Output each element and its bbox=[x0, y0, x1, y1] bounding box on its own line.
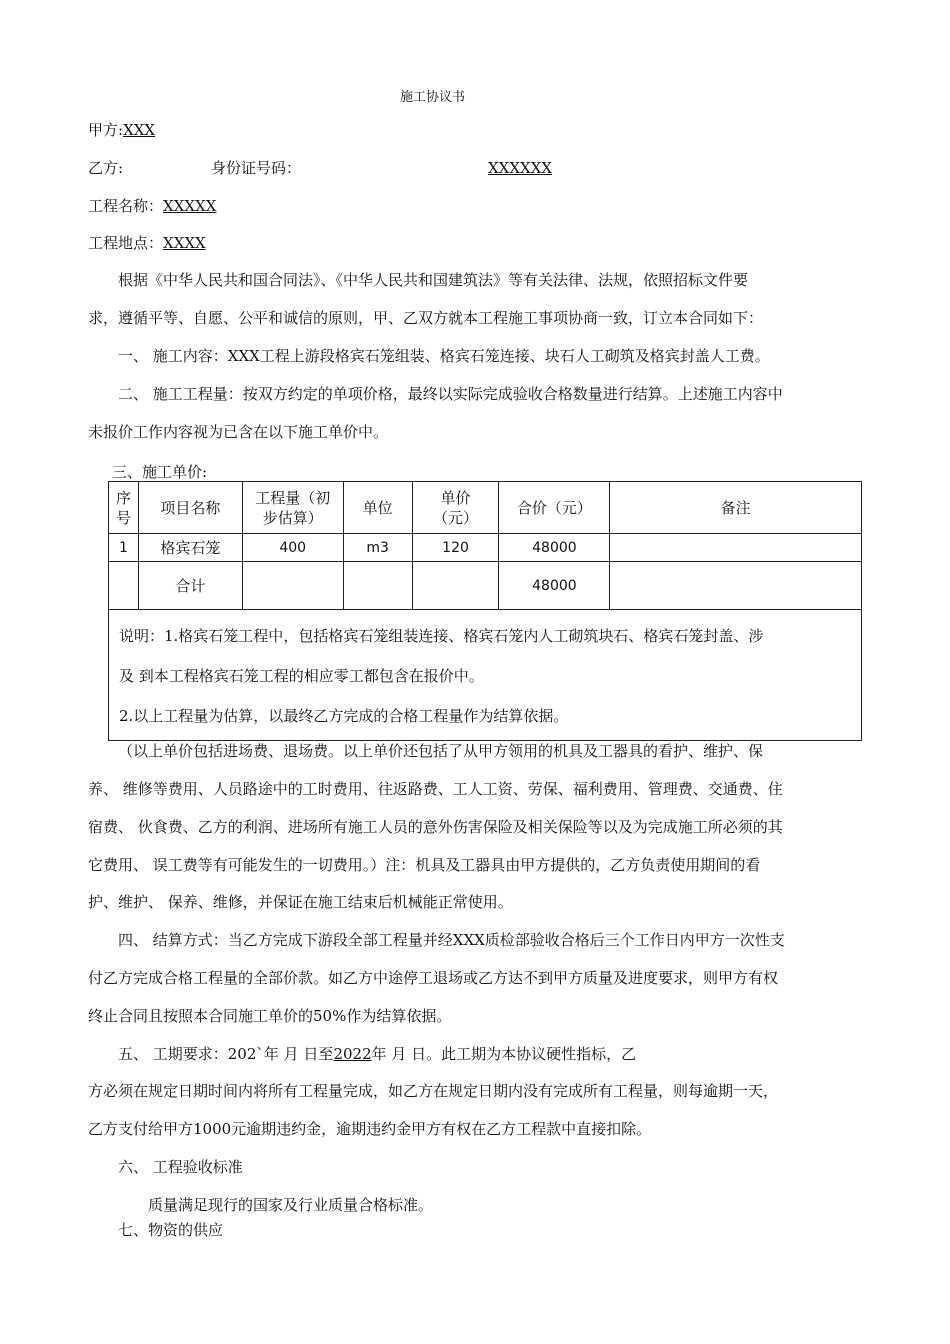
section-4-line: 终止合同且按照本合同施工单价的50%作为结算依据。 bbox=[88, 1007, 452, 1025]
party-a-line bbox=[88, 120, 155, 140]
price-includes-line: 它费用、 误工费等有可能发生的一切费用。）注：机具及工器具由甲方提供的，乙方负责使用期间的看 bbox=[88, 856, 761, 874]
price-includes-line: （以上单价包括进场费、退场费。以上单价还包括了从甲方领用的机具及工器具的看护、维护、保 bbox=[118, 742, 764, 760]
id-number-value: XXXXXX bbox=[488, 159, 553, 177]
table-notes-row bbox=[109, 610, 862, 741]
section-4-line: 四、 结算方式：当乙方完成下游段全部工程量并经XXX质检部验收合格后三个工作日内甲方一次性支 bbox=[118, 931, 785, 949]
sum-qty bbox=[242, 562, 343, 610]
section-5-line: 乙方支付给甲方1000元逾期违约金，逾期违约金甲方有权在乙方工程款中直接扣除。 bbox=[88, 1120, 652, 1138]
project-location-line bbox=[88, 233, 206, 253]
document-title: 施工协议书 bbox=[400, 90, 466, 105]
cell-name: 格宾石笼 bbox=[138, 534, 242, 562]
unit-price-table bbox=[108, 481, 862, 741]
note-line: 说明：1.格宾石笼工程中，包括格宾石笼组装连接、格宾石笼内人工砌筑块石、格宾石笼封盖、涉 bbox=[119, 627, 764, 645]
id-number-label: 身份证号码： bbox=[211, 159, 302, 177]
price-includes-line: 宿费、 伙食费、乙方的利润、进场所有施工人员的意外伤害保险及相关保险等以及为完成施工所必须的其 bbox=[88, 818, 783, 836]
intro-line: 根据《中华人民共和国合同法》、《中华人民共和国建筑法》等有关法律、法规，依照招标文件要 bbox=[118, 271, 749, 289]
section-6-text: 质量满足现行的国家及行业质量合格标准。 bbox=[148, 1196, 434, 1214]
cell-total: 48000 bbox=[499, 534, 610, 562]
cell-remark bbox=[610, 534, 862, 562]
section-5-year: 2022 bbox=[333, 1045, 372, 1063]
section-5-text: 年 月 日。此工期为本协议硬性指标，乙 bbox=[371, 1045, 637, 1063]
section-6-heading: 六、 工程验收标准 bbox=[118, 1158, 243, 1176]
section-5-line: 方必须在规定日期时间内将所有工程量完成，如乙方在规定日期内没有完成所有工程量，则每逾期一天， bbox=[88, 1082, 779, 1100]
sum-remark bbox=[610, 562, 862, 610]
party-a-label: 甲方: bbox=[88, 121, 124, 139]
header-name: 项目名称 bbox=[138, 482, 242, 534]
section-2-line: 未报价工作内容视为已含在以下施工单价中。 bbox=[88, 423, 389, 441]
party-a-value: XXX bbox=[123, 121, 156, 139]
price-includes-line: 养、 维修等费用、人员路途中的工时费用、往返路费、工人工资、劳保、福利费用、管理费、交通费、住 bbox=[88, 780, 783, 798]
cell-unit: m3 bbox=[343, 534, 412, 562]
section-5-line bbox=[118, 1044, 636, 1064]
cell-seq: 1 bbox=[109, 534, 139, 562]
intro-line: 求，遵循平等、自愿、公平和诚信的原则，甲、乙双方就本工程施工事项协商一致，订立本合同如下： bbox=[88, 309, 764, 327]
section-3-heading: 三、施工单价: bbox=[112, 463, 208, 481]
party-b-label: 乙方: bbox=[88, 159, 124, 177]
project-name-label: 工程名称： bbox=[88, 197, 164, 215]
cell-price: 120 bbox=[412, 534, 499, 562]
table-row bbox=[109, 534, 862, 562]
price-includes-line: 护、维护、 保养、维修，并保证在施工结束后机械能正常使用。 bbox=[88, 893, 513, 911]
table-sum-row bbox=[109, 562, 862, 610]
table-header-row bbox=[109, 482, 862, 534]
note-line: 2.以上工程量为估算，以最终乙方完成的合格工程量作为结算依据。 bbox=[119, 707, 569, 725]
sum-seq bbox=[109, 562, 139, 610]
note-line: 及 到本工程格宾石笼工程的相应零工都包含在报价中。 bbox=[119, 667, 484, 685]
sum-total: 48000 bbox=[499, 562, 610, 610]
project-name-line bbox=[88, 196, 216, 216]
section-1: 一、 施工内容：XXX工程上游段格宾石笼组装、格宾石笼连接、块石人工砌筑及格宾封盖人工费。 bbox=[118, 347, 770, 365]
section-4-line: 付乙方完成合格工程量的全部价款。如乙方中途停工退场或乙方达不到甲方质量及进度要求，则甲方有权 bbox=[88, 969, 779, 987]
header-seq: 序 号 bbox=[109, 482, 139, 534]
project-location-value: XXXX bbox=[163, 234, 206, 252]
section-7-heading: 七、物资的供应 bbox=[118, 1221, 224, 1239]
section-2-line: 二、 施工工程量：按双方约定的单项价格，最终以实际完成验收合格数量进行结算。上述施工内容中 bbox=[118, 385, 783, 403]
project-location-label: 工程地点： bbox=[88, 234, 164, 252]
header-price: 单价 （元） bbox=[412, 482, 499, 534]
sum-unit bbox=[343, 562, 412, 610]
section-5-text: 五、 工期要求：202`年 月 日至 bbox=[118, 1045, 334, 1063]
header-unit: 单位 bbox=[343, 482, 412, 534]
table-notes bbox=[109, 610, 862, 741]
cell-qty: 400 bbox=[242, 534, 343, 562]
header-remark: 备注 bbox=[610, 482, 862, 534]
project-name-value: XXXXX bbox=[163, 197, 217, 215]
header-total: 合价（元） bbox=[499, 482, 610, 534]
sum-label: 合计 bbox=[138, 562, 242, 610]
sum-price bbox=[412, 562, 499, 610]
header-qty: 工程量（初 步估算） bbox=[242, 482, 343, 534]
